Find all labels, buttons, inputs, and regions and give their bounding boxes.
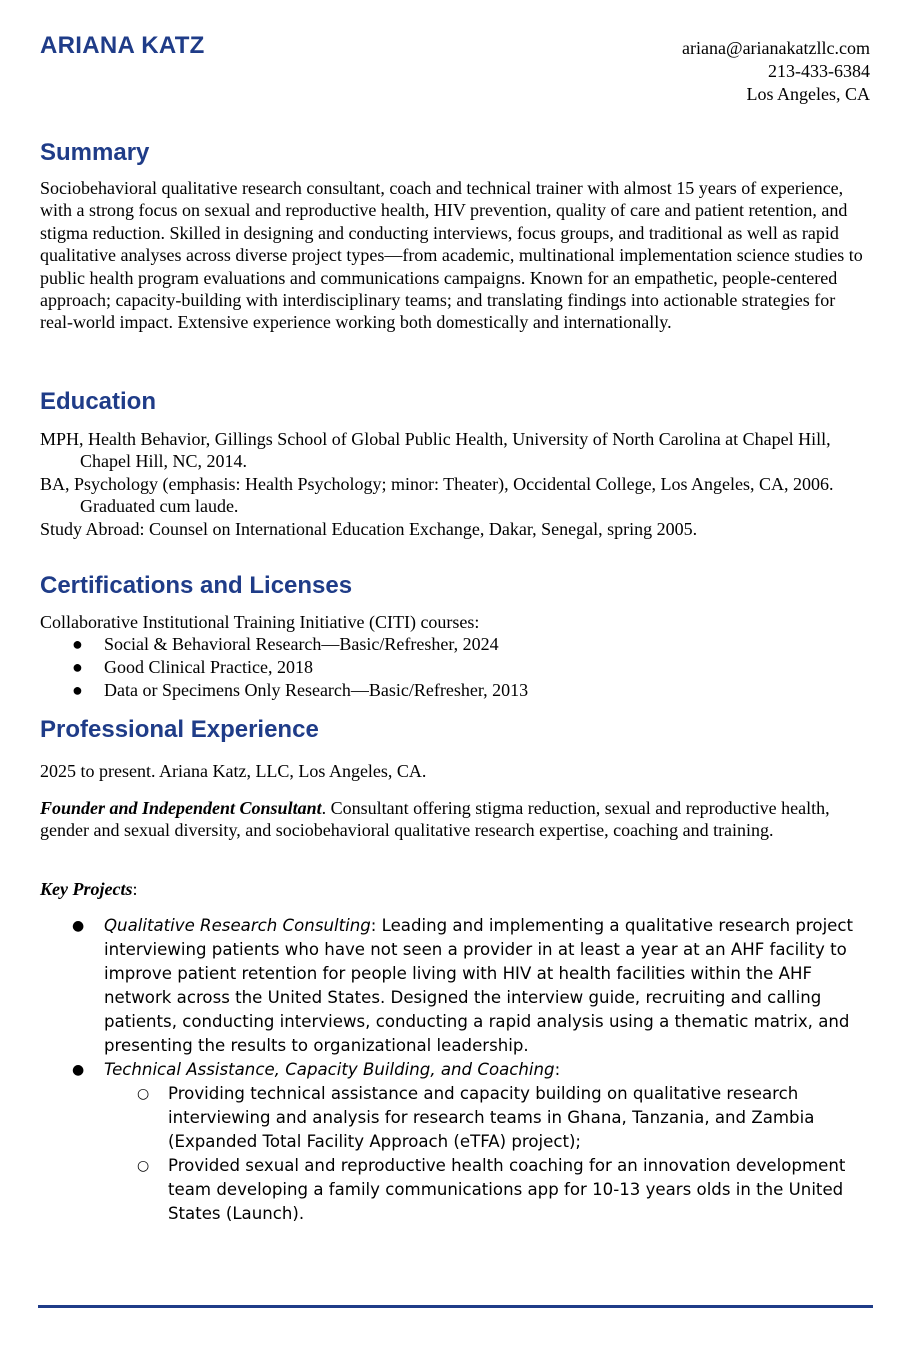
footer-divider [38,1305,873,1308]
bullet-icon: ● [72,634,83,655]
project-subitem: ○ Provided sexual and reproductive health coaching for an innovation development team developing a family communications app for 10-13 years olds in the United States (Launch). [137,1156,846,1223]
project-item [40,914,872,1058]
applicant-name: ARIANA KATZ [40,32,205,59]
certifications-heading: Certifications and Licenses [40,572,353,599]
contact-block [682,37,870,106]
contact-phone: 213-433-6384 [768,61,870,81]
bullet-icon: ● [72,680,83,701]
certifications-intro: Collaborative Institutional Training Initiative (CITI) courses: [40,612,480,632]
role-title: Founder and Independent Consultant [40,798,322,818]
contact-location: Los Angeles, CA [746,84,870,104]
education-heading: Education [40,388,157,415]
bullet-icon: ● [72,1062,85,1078]
circle-bullet-icon: ○ [137,1158,150,1174]
key-projects-label: Key Projects [40,879,133,899]
education-item: MPH, Health Behavior, Gillings School of Global Public Health, University of North Carolina at Chapel Hill, Chapel Hill, NC, 2014. [40,429,831,472]
project-subitem: ○ Providing technical assistance and capacity building on qualitative research interviewing and analysis for research teams in Ghana, Tanzania, and Zambia (Expanded Total Facility Approach (eTFA) project); [137,1084,815,1151]
circle-bullet-icon: ○ [137,1086,150,1102]
bullet-icon: ● [72,657,83,678]
certification-item: ● Social & Behavioral Research—Basic/Refresher, 2024 [72,634,499,655]
role-description: . Consultant offering stigma reduction, sexual and reproductive health, gender and sexual diversity, and sociobehavioral qualitative research expertise, coaching and training. [40,798,830,841]
education-section [40,428,872,540]
summary-text: Sociobehavioral qualitative research consultant, coach and technical trainer with almost 15 years of experience, with a strong focus on sexual and reproductive health, HIV prevention, quality of care and patient retention, and stigma reduction. Skilled in designing and conducting interviews, focus groups, and traditional as well as rapid qualitative analyses across diverse project types—from academic, multinational implementation science studies to public health program evaluations and communications campaigns. Known for an empathetic, people-centered approach; capacity-building with interdisciplinary teams; and translating findings into actionable strategies for real-world impact. Extensive experience working both domestically and internationally. [40,178,863,333]
experience-role [40,797,872,842]
education-item: Study Abroad: Counsel on International Education Exchange, Dakar, Senegal, spring 2005. [40,518,698,539]
project-text: : [554,1060,561,1079]
summary-section [40,177,872,334]
certification-item: ● Data or Specimens Only Research—Basic/Refresher, 2013 [72,680,529,701]
experience-dates-org-text: 2025 to present. Ariana Katz, LLC, Los Angeles, CA. [40,761,427,781]
experience-dates-org [40,760,872,782]
project-text: : Leading and implementing a qualitative research project interviewing patients who have not seen a provider in at least a year at an AHF facility to improve patient retention for people living with HIV at health facilities within the AHF network across the United States. Designed the interview guide, recruiting and calling patients, conducting interviews, conducting a rapid analysis using a thematic matrix, and presenting the results to organizational leadership. [104,916,854,1055]
project-item [40,1058,872,1082]
contact-email[interactable]: ariana@arianakatzllc.com [682,38,870,58]
projects-list [40,914,872,1226]
project-title: Technical Assistance, Capacity Building, and Coaching [104,1060,555,1079]
certifications-section [40,611,872,702]
experience-heading: Professional Experience [40,716,319,743]
education-item: BA, Psychology (emphasis: Health Psychology; minor: Theater), Occidental College, Los Angeles, CA, 2006. Graduated cum laude. [40,473,834,517]
certification-item: ● Good Clinical Practice, 2018 [72,657,313,678]
project-title: Qualitative Research Consulting [104,916,371,935]
key-projects-label-row: Key Projects: [40,879,138,899]
summary-heading: Summary [40,139,150,166]
bullet-icon: ● [72,918,85,934]
